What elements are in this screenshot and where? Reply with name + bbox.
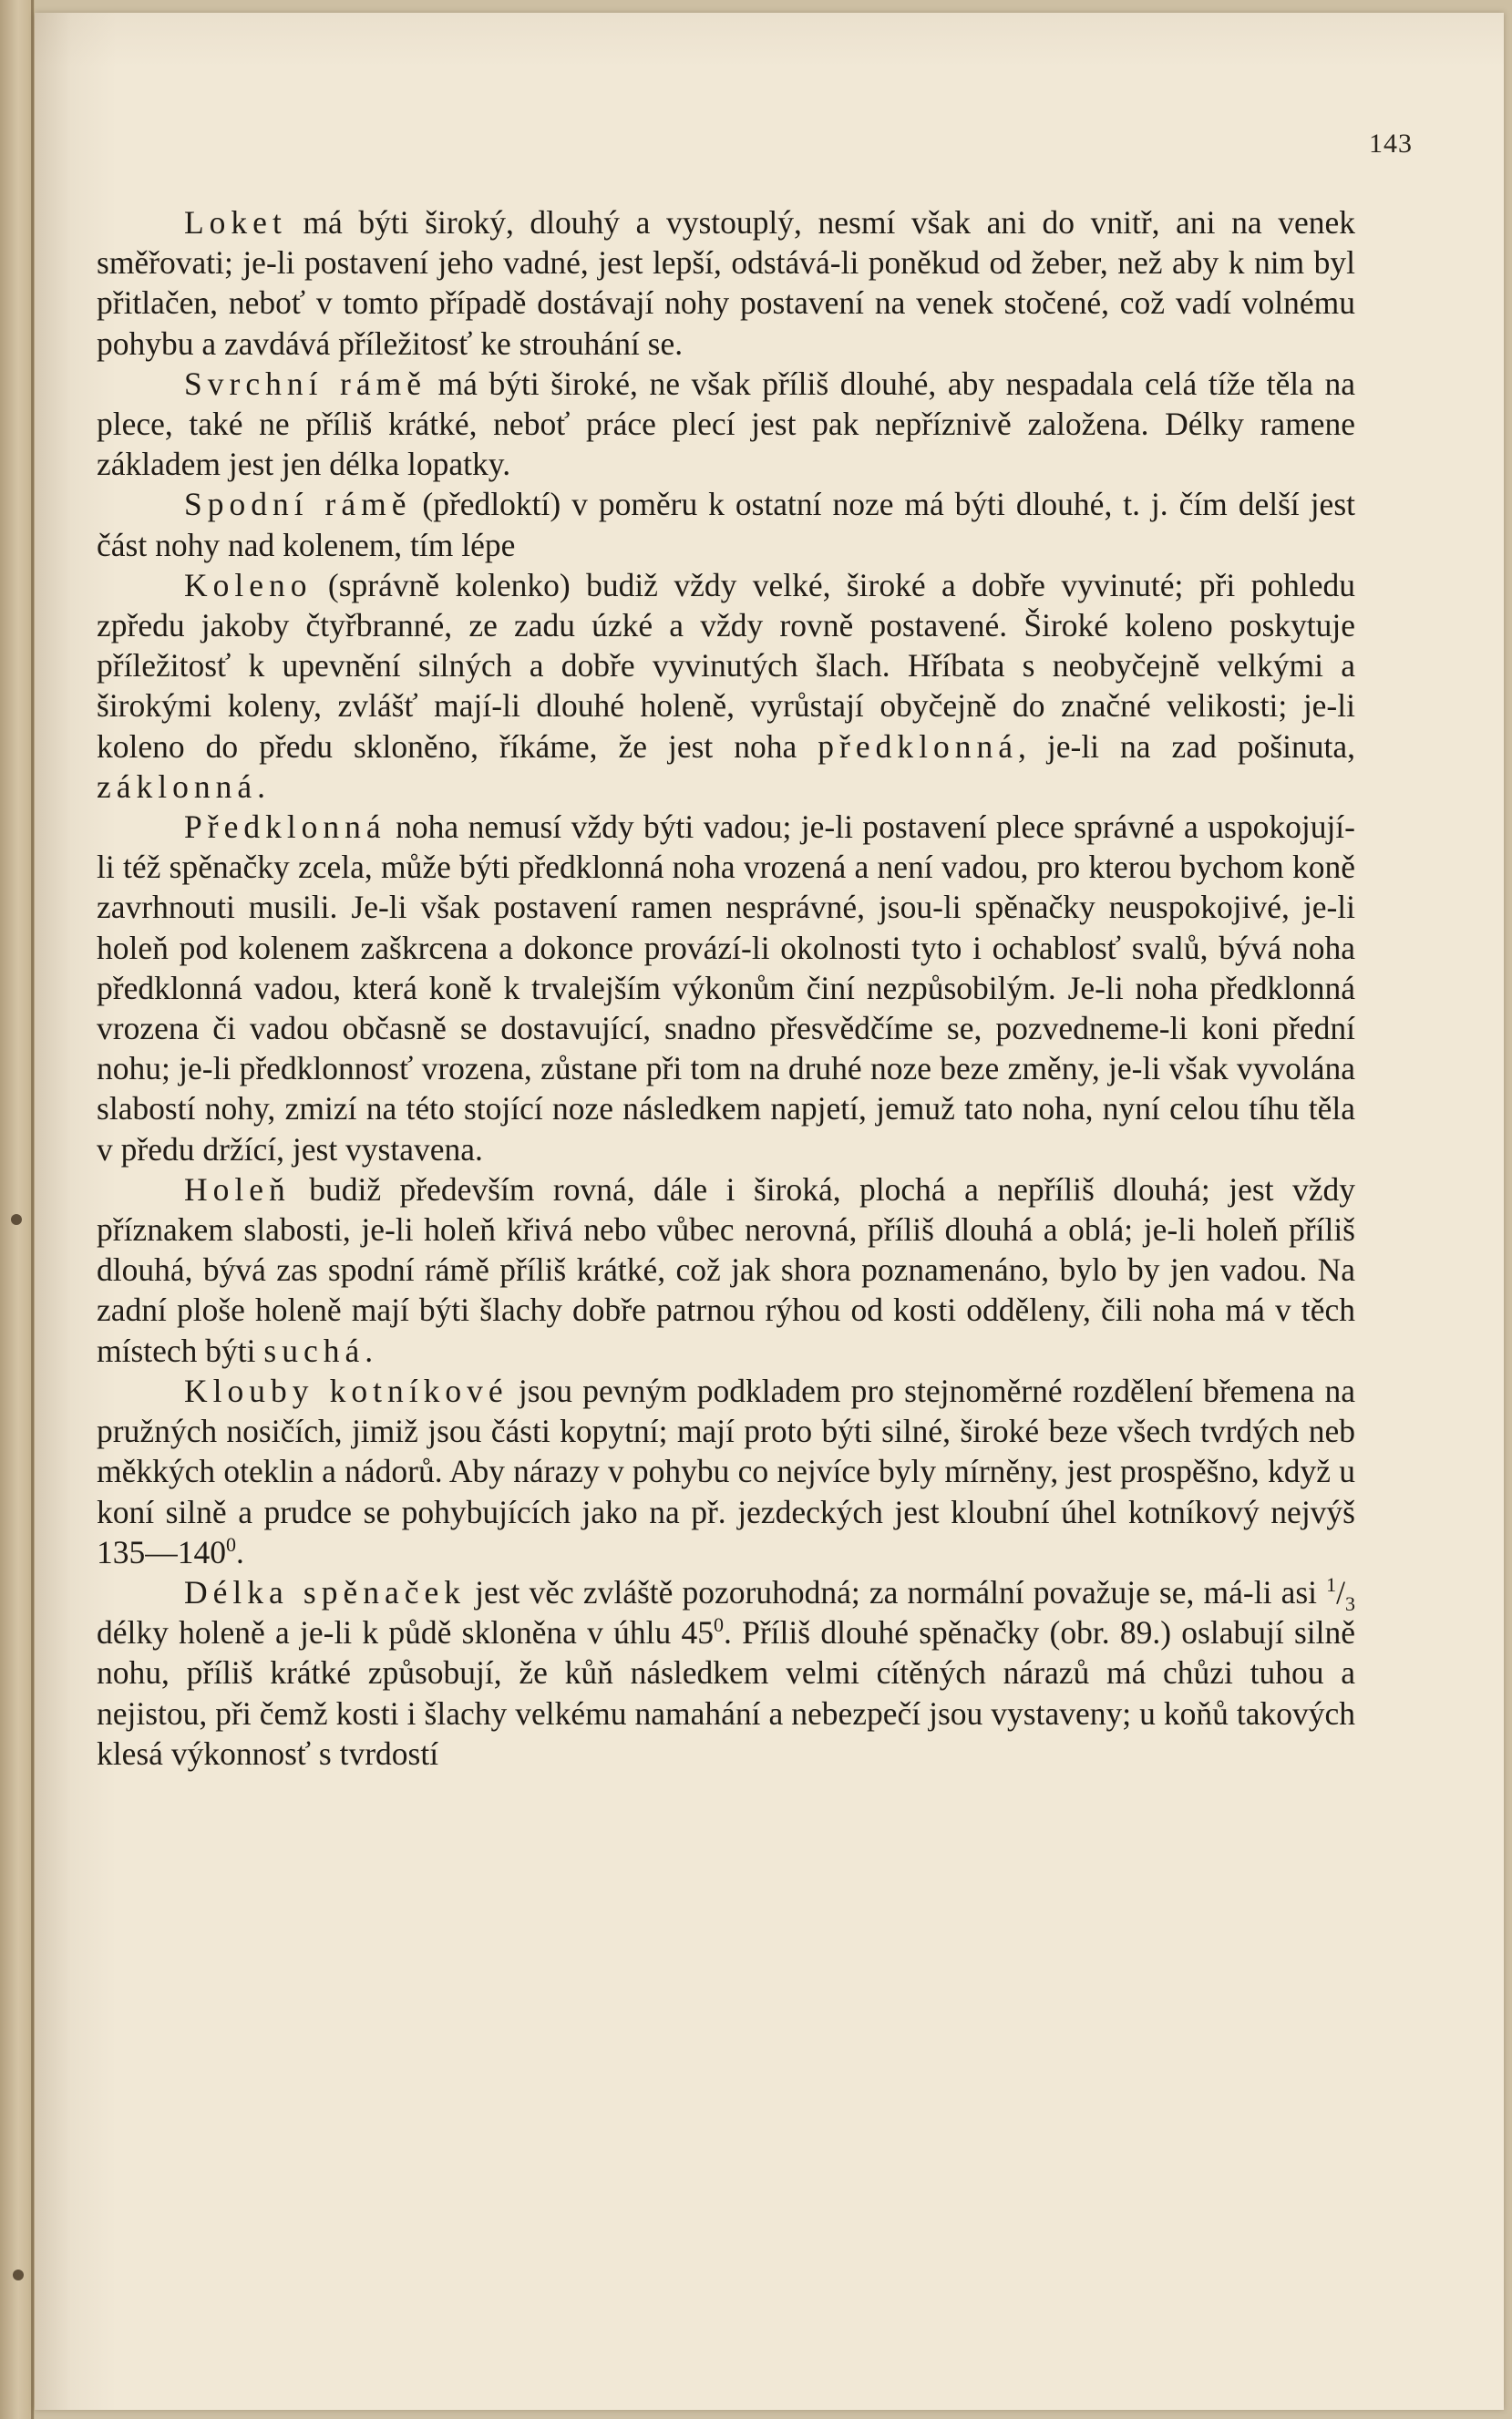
paragraph-body: . [365, 1332, 374, 1369]
degree-superscript: 0 [226, 1532, 236, 1556]
paragraph-predklonna [97, 807, 1355, 1169]
term-delka-spenacek: Délka spěnaček [184, 1573, 466, 1611]
paragraph-koleno [97, 565, 1355, 807]
paragraph-body: délky holeně a je-li k půdě skloněna v úhlu 45 [97, 1614, 714, 1652]
term-svrchni-rame: Svrchní rámě [184, 365, 427, 402]
term-predklonna: předklonná [818, 727, 1018, 765]
paragraph-body: (správně kolenko) budiž vždy velké, široké a dobře vyvinuté; při pohledu zpředu jakoby čtyřbranné, ze zadu úzké a vždy rovně postavené. Široké koleno poskytuje příležitosť k upevnění silných a dobře vyvinutých šlach. Hříbata s neobyčejně velkými a širokými koleny, zvlášť mají-li dlouhé holeně, vyrůstají obyčejně do značné velikosti; je-li koleno do předu skloněno, říkáme, že jest noha [97, 566, 1355, 765]
fraction-slash: / [1336, 1573, 1345, 1611]
paragraph-body: (předloktí) v poměru k ostatní noze má býti dlouhé, t. j. čím delší jest část nohy nad kolenem, tím lépe [97, 486, 1355, 563]
term-klouby-kotnikove: Klouby kotníkové [184, 1372, 509, 1409]
paragraph-body: jsou pevným podkladem pro stejnoměrné rozdělení břemena na pružných nosičích, jimiž jsou části kopytní; mají proto býti silné, široké beze všech tvrdých neb měkkých oteklin a nádorů. Aby nárazy v pohybu co nejvíce byly mírněny, jest prospěšno, když u koní silně a prudce se pohybujících jako na př. jezdeckých jest kloubní úhel kotníkový nejvýš 135—140 [97, 1372, 1355, 1570]
paragraph-spodni-rame [97, 484, 1355, 564]
paragraph-loket [97, 202, 1355, 364]
margin-mark [13, 2270, 24, 2280]
term-loket: Loket [184, 204, 287, 241]
degree-superscript: 0 [713, 1613, 724, 1637]
paragraph-delka-spenacek [97, 1572, 1355, 1774]
paragraph-body: má býti široký, dlouhý a vystouplý, nesmí však ani do vnitř, ani na venek směřovati; je-li postavení jeho vadné, jest lepší, odstává-li poněkud od žeber, než aby k nim byl přitlačen, neboť v tomto případě dostávají nohy postavení na venek stočené, což vadí volnému pohybu a zavdává příležitosť ke strouhání se. [97, 204, 1355, 362]
paragraph-body: budiž především rovná, dále i široká, plochá a nepříliš dlouhá; jest vždy příznakem slabosti, je-li holeň křivá nebo vůbec nerovná, příliš dlouhá a oblá; je-li holeň příliš dlouhá, bývá zas spodní rámě příliš krátké, což jak shora poznamenáno, bylo by jen vadou. Na zadní ploše holeně mají býti šlachy dobře patrnou rýhou od kosti odděleny, čili noha má v těch místech býti [97, 1170, 1355, 1369]
paragraph-klouby [97, 1371, 1355, 1572]
fraction-denominator: 3 [1345, 1592, 1355, 1615]
fraction-numerator: 1 [1326, 1573, 1337, 1597]
term-spodni-rame: Spodní rámě [184, 486, 412, 523]
page-text [97, 202, 1355, 1774]
paragraph-body: . [236, 1533, 244, 1570]
term-koleno: Koleno [184, 566, 313, 603]
term-sucha: suchá [263, 1332, 365, 1369]
paragraph-svrchni-rame [97, 364, 1355, 485]
paragraph-holen [97, 1169, 1355, 1371]
paragraph-body: , je-li na zad pošinuta, [1018, 727, 1355, 765]
book-binding [0, 0, 35, 2419]
term-predklonna-noha: Předklonná [184, 808, 386, 846]
paragraph-body: . [257, 767, 266, 805]
paragraph-body: noha nemusí vždy býti vadou; je-li postavení plece správné a uspokojují-li též spěnačky zcela, může býti předklonná noha vrozená a není vadou, pro kterou bychom koně zavrhnouti musili. Je-li však postavení ramen nesprávné, jsou-li spěnačky neuspokojivé, je-li holeň pod kolenem zaškrcena a dokonce provází-li okolnosti tyto i ochablosť svalů, bývá noha předklonná vadou, která koně k trvalejším výkonům činí nezpůsobilým. Je-li noha předklonná vrozena či vadou občasně se dostavující, snadno přesvědčíme se, pozvedneme-li koni přední nohu; je-li předklonnosť vrozena, zůstane při tom na druhé noze beze změny, je-li však vyvolána slabostí nohy, zmizí na této stojící noze následkem napjetí, jemuž tato noha, nyní celou tíhu těla v předu držící, jest vystavena. [97, 808, 1355, 1168]
paragraph-body: má býti široké, ne však příliš dlouhé, aby nespadala celá tíže těla na plece, také ne příliš krátké, neboť práce plecí jest pak nepříznivě založena. Délky ramene základem jest jen délka lopatky. [97, 365, 1356, 483]
term-zaklonna: záklonná [97, 767, 258, 805]
paragraph-body: jest věc zvláště pozoruhodná; za normální považuje se, má-li asi [465, 1573, 1327, 1611]
binding-edge [31, 0, 34, 2419]
paragraph-body: . Příliš dlouhé spěnačky (obr. 89.) oslabují silně nohu, příliš krátké způsobují, že kůň následkem velmi cítěných nárazů má chůzi tuhou a nejistou, při čemž kosti i šlachy velkému namahání a nebezpečí jsou vystaveny; u koňů takových klesá výkonnosť s tvrdostí [97, 1614, 1355, 1772]
term-holen: Holeň [184, 1170, 291, 1208]
margin-mark [11, 1214, 22, 1225]
page-number: 143 [1369, 129, 1413, 159]
